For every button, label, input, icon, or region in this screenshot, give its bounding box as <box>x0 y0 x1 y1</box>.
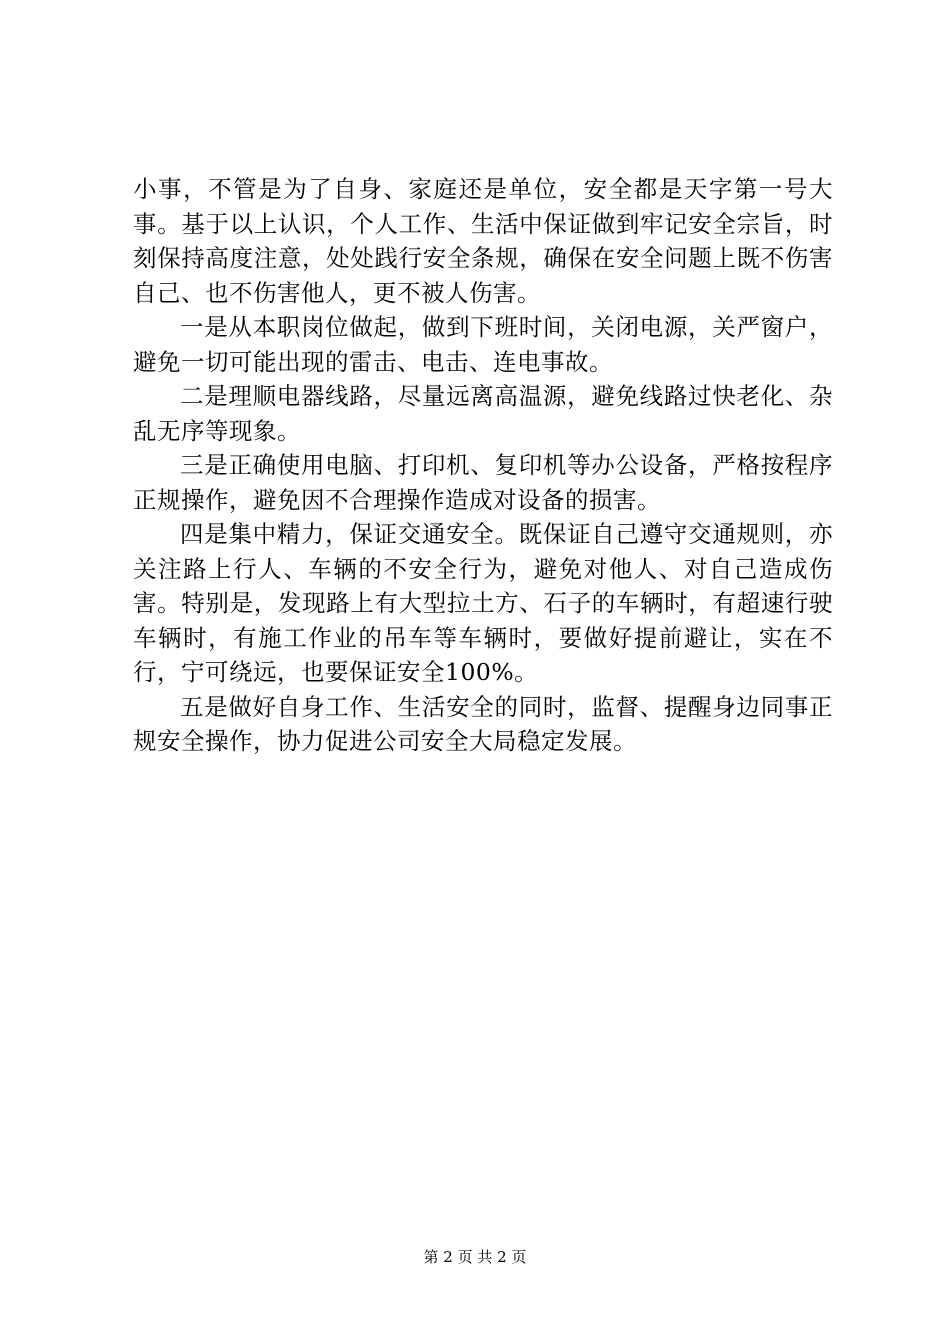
paragraph-item-1: 一是从本职岗位做起，做到下班时间，关闭电源，关严窗户，避免一切可能出现的雷击、电击、连电事故。 <box>133 313 833 376</box>
paragraph-item-4: 四是集中精力，保证交通安全。既保证自己遵守交通规则，亦关注路上行人、车辆的不安全行为，避免对他人、对自己造成伤害。特别是，发现路上有大型拉土方、石子的车辆时，有超速行驶车辆时，有施工作业的吊车等车辆时，要做好提前避让，实在不行，宁可绕远，也要保证安全100%。 <box>133 520 833 686</box>
paragraph-item-2: 二是理顺电器线路，尽量远离高温源，避免线路过快老化、杂乱无序等现象。 <box>133 382 833 445</box>
paragraph-continuation: 小事，不管是为了自身、家庭还是单位，安全都是天字第一号大事。基于以上认识，个人工作、生活中保证做到牢记安全宗旨，时刻保持高度注意，处处践行安全条规，确保在安全问题上既不伤害自己、也不伤害他人，更不被人伤害。 <box>133 175 833 307</box>
page-number-label: 第 2 页 共 2 页 <box>423 1248 527 1266</box>
paragraph-item-3: 三是正确使用电脑、打印机、复印机等办公设备，严格按程序正规操作，避免因不合理操作造成对设备的损害。 <box>133 451 833 514</box>
page-footer <box>0 1246 950 1267</box>
document-body <box>133 172 833 759</box>
paragraph-item-5: 五是做好自身工作、生活安全的同时，监督、提醒身边同事正规安全操作，协力促进公司安全大局稳定发展。 <box>133 692 833 755</box>
